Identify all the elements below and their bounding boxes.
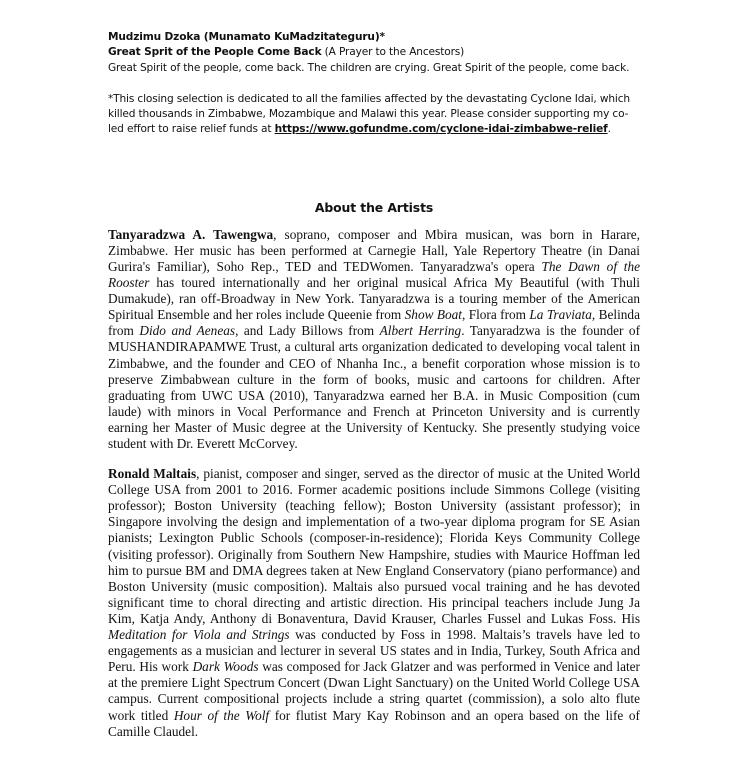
work-title: Albert Herring	[379, 323, 462, 339]
bio-text: , and Lady Billows from	[235, 323, 380, 339]
work-title: Dark Woods	[192, 659, 259, 675]
bio-text: has toured internationally and her original musical Africa My Beautiful (with Thuli Dumakude), ran off-Broadway in New York. Tanyaradzwa is a touring member of the American Spiritual Ensemble and her roles include Queenie from	[108, 275, 640, 323]
fundraiser-link[interactable]: https://www.gofundme.com/cyclone-idai-zimbabwe-relief	[274, 123, 608, 136]
artist-name: Ronald Maltais	[108, 466, 197, 482]
piece-author: Mudzimu Dzoka (Munamato KuMadzitateguru)*	[108, 31, 385, 43]
work-title: Dido and Aeneas	[139, 323, 236, 339]
bio-text: was composed for Jack Glatzer and was performed in Venice and later at the premiere Light Spectrum Concert (Dwan Light Sanctuary) on the United World College USA campus. Current compositional projects include a string quartet (commission), a solo alto flute work titled	[108, 659, 640, 723]
work-title: Show Boat	[404, 307, 462, 323]
work-title: La Traviata	[529, 307, 592, 323]
bio-text: , Flora from	[461, 307, 530, 323]
bio-text: for flutist Mary Kay Robinson and an opera based on the life of Camille Claudel.	[108, 707, 640, 739]
piece-title: Great Sprit of the People Come Back	[108, 46, 322, 59]
section-heading: About the Artists	[314, 199, 434, 215]
document-page	[108, 30, 640, 740]
work-title: Meditation for Viola and Strings	[108, 627, 290, 643]
work-title: Hour of the Wolf	[173, 707, 270, 723]
artist-bio-tawengwa	[108, 227, 640, 452]
artist-bio-maltais	[108, 466, 640, 740]
note-end: .	[607, 123, 611, 136]
bio-text: . Tanyaradzwa is the founder of MUSHANDIRAPAMWE Trust, a cultural arts organization dedicated to developing vocal talent in Zimbabwe, and the founder and CEO of Nhanha Inc., a benefit corporation whose mission is to preserve Zimbabwean culture in the form of books, music and cartoons for children. After graduating from UWC USA (2010), Tanyaradzwa earned her B.A. in Music Composition (cum laude) with minors in Vocal Performance and French at Princeton University and is currently earning her Master of Music degree at the University of Kentucky. She presently studying voice student with Dr. Everett McCorvey.	[108, 323, 640, 451]
work-title: The Dawn of the Rooster	[108, 258, 640, 291]
bio-text: , soprano, composer and Mbira musican, was born in Harare, Zimbabwe. Her music has been performed at Carnegie Hall, Yale Repertory Theatre (in Danai Gurira's Familiar), Soho Rep., TED and TEDWomen. Tanyaradzwa's opera	[108, 226, 640, 274]
piece-title-line	[108, 45, 640, 60]
bio-text: was conducted by Foss in 1998. Maltais’s travels have led to engagements as a musician and lecturer in several US states and in India, Turkey, South Africa and Peru. His work	[108, 627, 640, 675]
piece-subtitle: (A Prayer to the Ancestors)	[321, 46, 465, 59]
piece-lyric: Great Spirit of the people, come back. The children are crying. Great Spirit of the people, come back.	[108, 61, 630, 74]
note-text: *This closing selection is dedicated to all the families affected by the devastating Cyclone Idai, which killed thousands in Zimbabwe, Mozambique and Malawi this year. Please consider supporting my co-led effort to raise relief funds at	[108, 92, 630, 136]
dedication-note	[108, 92, 640, 138]
program-entry	[108, 30, 640, 76]
bio-text: , pianist, composer and singer, served as the director of music at the United World College USA from 2001 to 2016. Former academic positions include Simmons College (visiting professor); Boston University (teaching fellow); Boston University (assistant professor); in Singapore involving the design and implementation of a two-year diploma program for SE Asian pianists; Lexington Public Schools (composer-in-residence); Florida Keys Community College (visiting professor). Originally from Southern New Hampshire, studies with Maurice Hoffman led him to pursue BM and DMA degrees taken at New England Conservatory (piano performance) and Boston University (music composition). Maltais also pursued vocal training and he has devoted significant time to choral directing and artistic direction. His principal teachers include Jung Ja Kim, Katja Andy, Anthony di Bonaventura, David Krauser, Charles Fussel and Lukas Foss. His	[108, 466, 641, 626]
artist-name: Tanyaradzwa A. Tawengwa	[108, 226, 274, 242]
bio-text: , Belinda from	[108, 307, 640, 339]
